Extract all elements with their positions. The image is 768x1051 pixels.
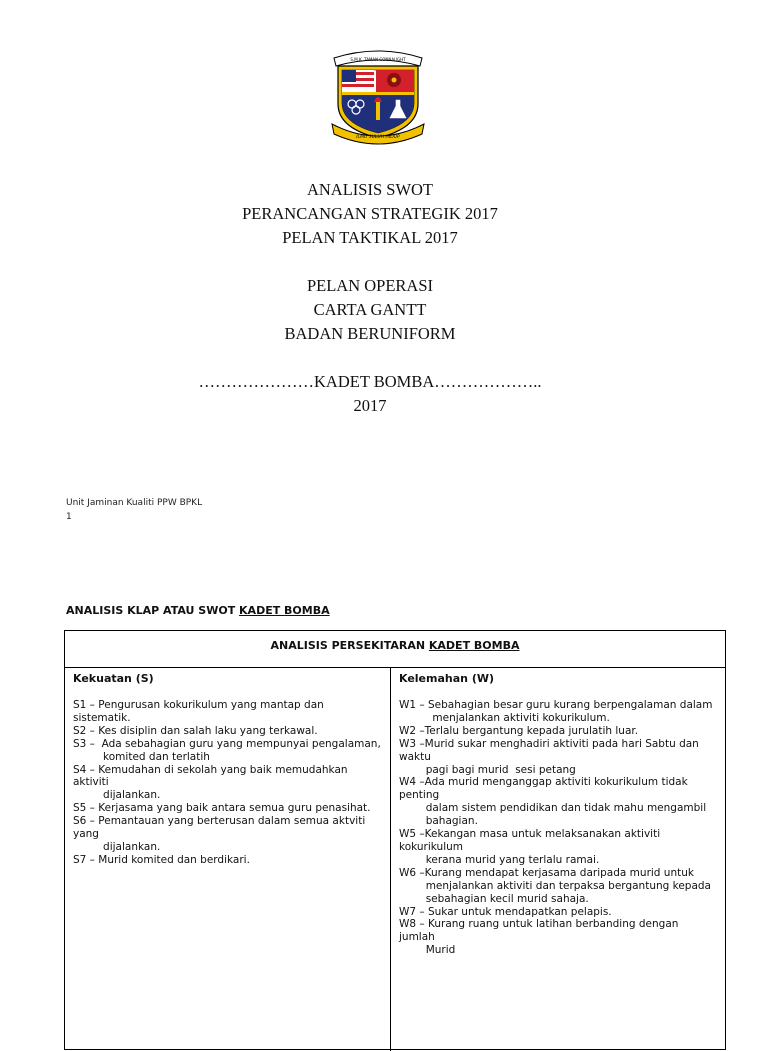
weakness-item: W2 –Terlalu bergantung kepada jurulatih luar. [399,724,639,737]
weakness-item: bahagian. [399,815,478,828]
school-crest-logo [330,46,426,146]
svg-text:ILMU SULUH HIDUP: ILMU SULUH HIDUP [356,135,400,140]
strength-item: S2 – Kes disiplin dan salah laku yang terkawal. [73,724,318,737]
cover-titles [0,178,740,418]
title-line-2: PERANCANGAN STRATEGIK 2017 [242,204,498,223]
strength-item: S1 – Pengurusan kokurikulum yang mantap dan sistematik. [73,699,328,724]
weakness-item: W1 – Sebahagian besar guru kurang berpengalaman dalam [399,699,713,711]
strength-item: S5 – Kerjasama yang baik antara semua guru penasihat. [73,802,371,815]
strength-item: S3 – Ada sebahagian guru yang mempunyai pengalaman, [73,737,381,750]
weakness-item: W7 – Sukar untuk mendapatkan pelapis. [399,905,612,918]
weakness-item: W3 –Murid sukar menghadiri aktiviti pada hari Sabtu dan waktu [399,737,703,763]
weakness-item: sebahagian kecil murid sahaja. [399,892,589,905]
section-heading-subject: KADET BOMBA [239,604,330,617]
strength-item: S4 – Kemudahan di sekolah yang baik memudahkan aktiviti [73,763,351,789]
weakness-item: W6 –Kurang mendapat kerjasama daripada murid untuk [399,866,694,879]
title-line-8: 2017 [353,396,387,415]
weakness-item: W5 –Kekangan masa untuk melaksanakan aktiviti kokurikulum [399,828,664,853]
weaknesses-list [399,699,717,957]
svg-text:S.M.K. TAMAN CONNAUGHT: S.M.K. TAMAN CONNAUGHT [350,57,406,62]
strengths-list [73,699,382,867]
weakness-item: menjalankan aktiviti kokurikulum. [399,711,610,724]
weakness-item: menjalankan aktiviti dan terpaksa bergantung kepada [399,879,711,892]
title-line-7: …………………KADET BOMBA……………….. [198,372,542,391]
strength-item: dijalankan. [73,789,161,802]
strengths-title: Kekuatan (S) [73,672,154,685]
weaknesses-title: Kelemahan (W) [399,672,495,685]
weakness-item: kerana murid yang terlalu ramai. [399,853,600,866]
title-line-4: PELAN OPERASI [306,276,434,295]
weaknesses-column [391,668,725,1051]
page-footer [66,496,202,524]
title-line-5: CARTA GANTT [313,300,427,319]
title-line-1: ANALISIS SWOT [306,180,434,199]
weakness-item: W8 – Kurang ruang untuk latihan berbanding dengan jumlah [399,918,682,944]
strength-item: komited dan terlatih [73,750,210,763]
weakness-item: Murid [399,944,456,957]
title-line-3: PELAN TAKTIKAL 2017 [282,228,458,247]
footer-unit: Unit Jaminan Kualiti PPW BPKL [66,498,203,508]
strength-item: S7 – Murid komited dan berdikari. [73,853,250,866]
section-heading [66,604,330,617]
swot-header-prefix: ANALISIS PERSEKITARAN [270,639,429,652]
page-number: 1 [66,512,72,522]
strength-item: S6 – Pemantauan yang berterusan dalam semua aktviti yang [73,815,369,841]
swot-table-header [65,631,725,668]
weakness-item: pagi bagi murid sesi petang [399,763,576,776]
swot-header-subject: KADET BOMBA [428,639,520,652]
title-line-6: BADAN BERUNIFORM [284,324,456,343]
weakness-item: dalam sistem pendidikan dan tidak mahu mengambil [399,802,707,815]
weakness-item: W4 –Ada murid menganggap aktiviti kokurikulum tidak penting [399,776,692,802]
strengths-column [65,668,391,1051]
section-heading-prefix: ANALISIS KLAP ATAU SWOT [66,604,240,617]
strength-item: dijalankan. [73,840,161,853]
swot-table [64,630,726,1050]
